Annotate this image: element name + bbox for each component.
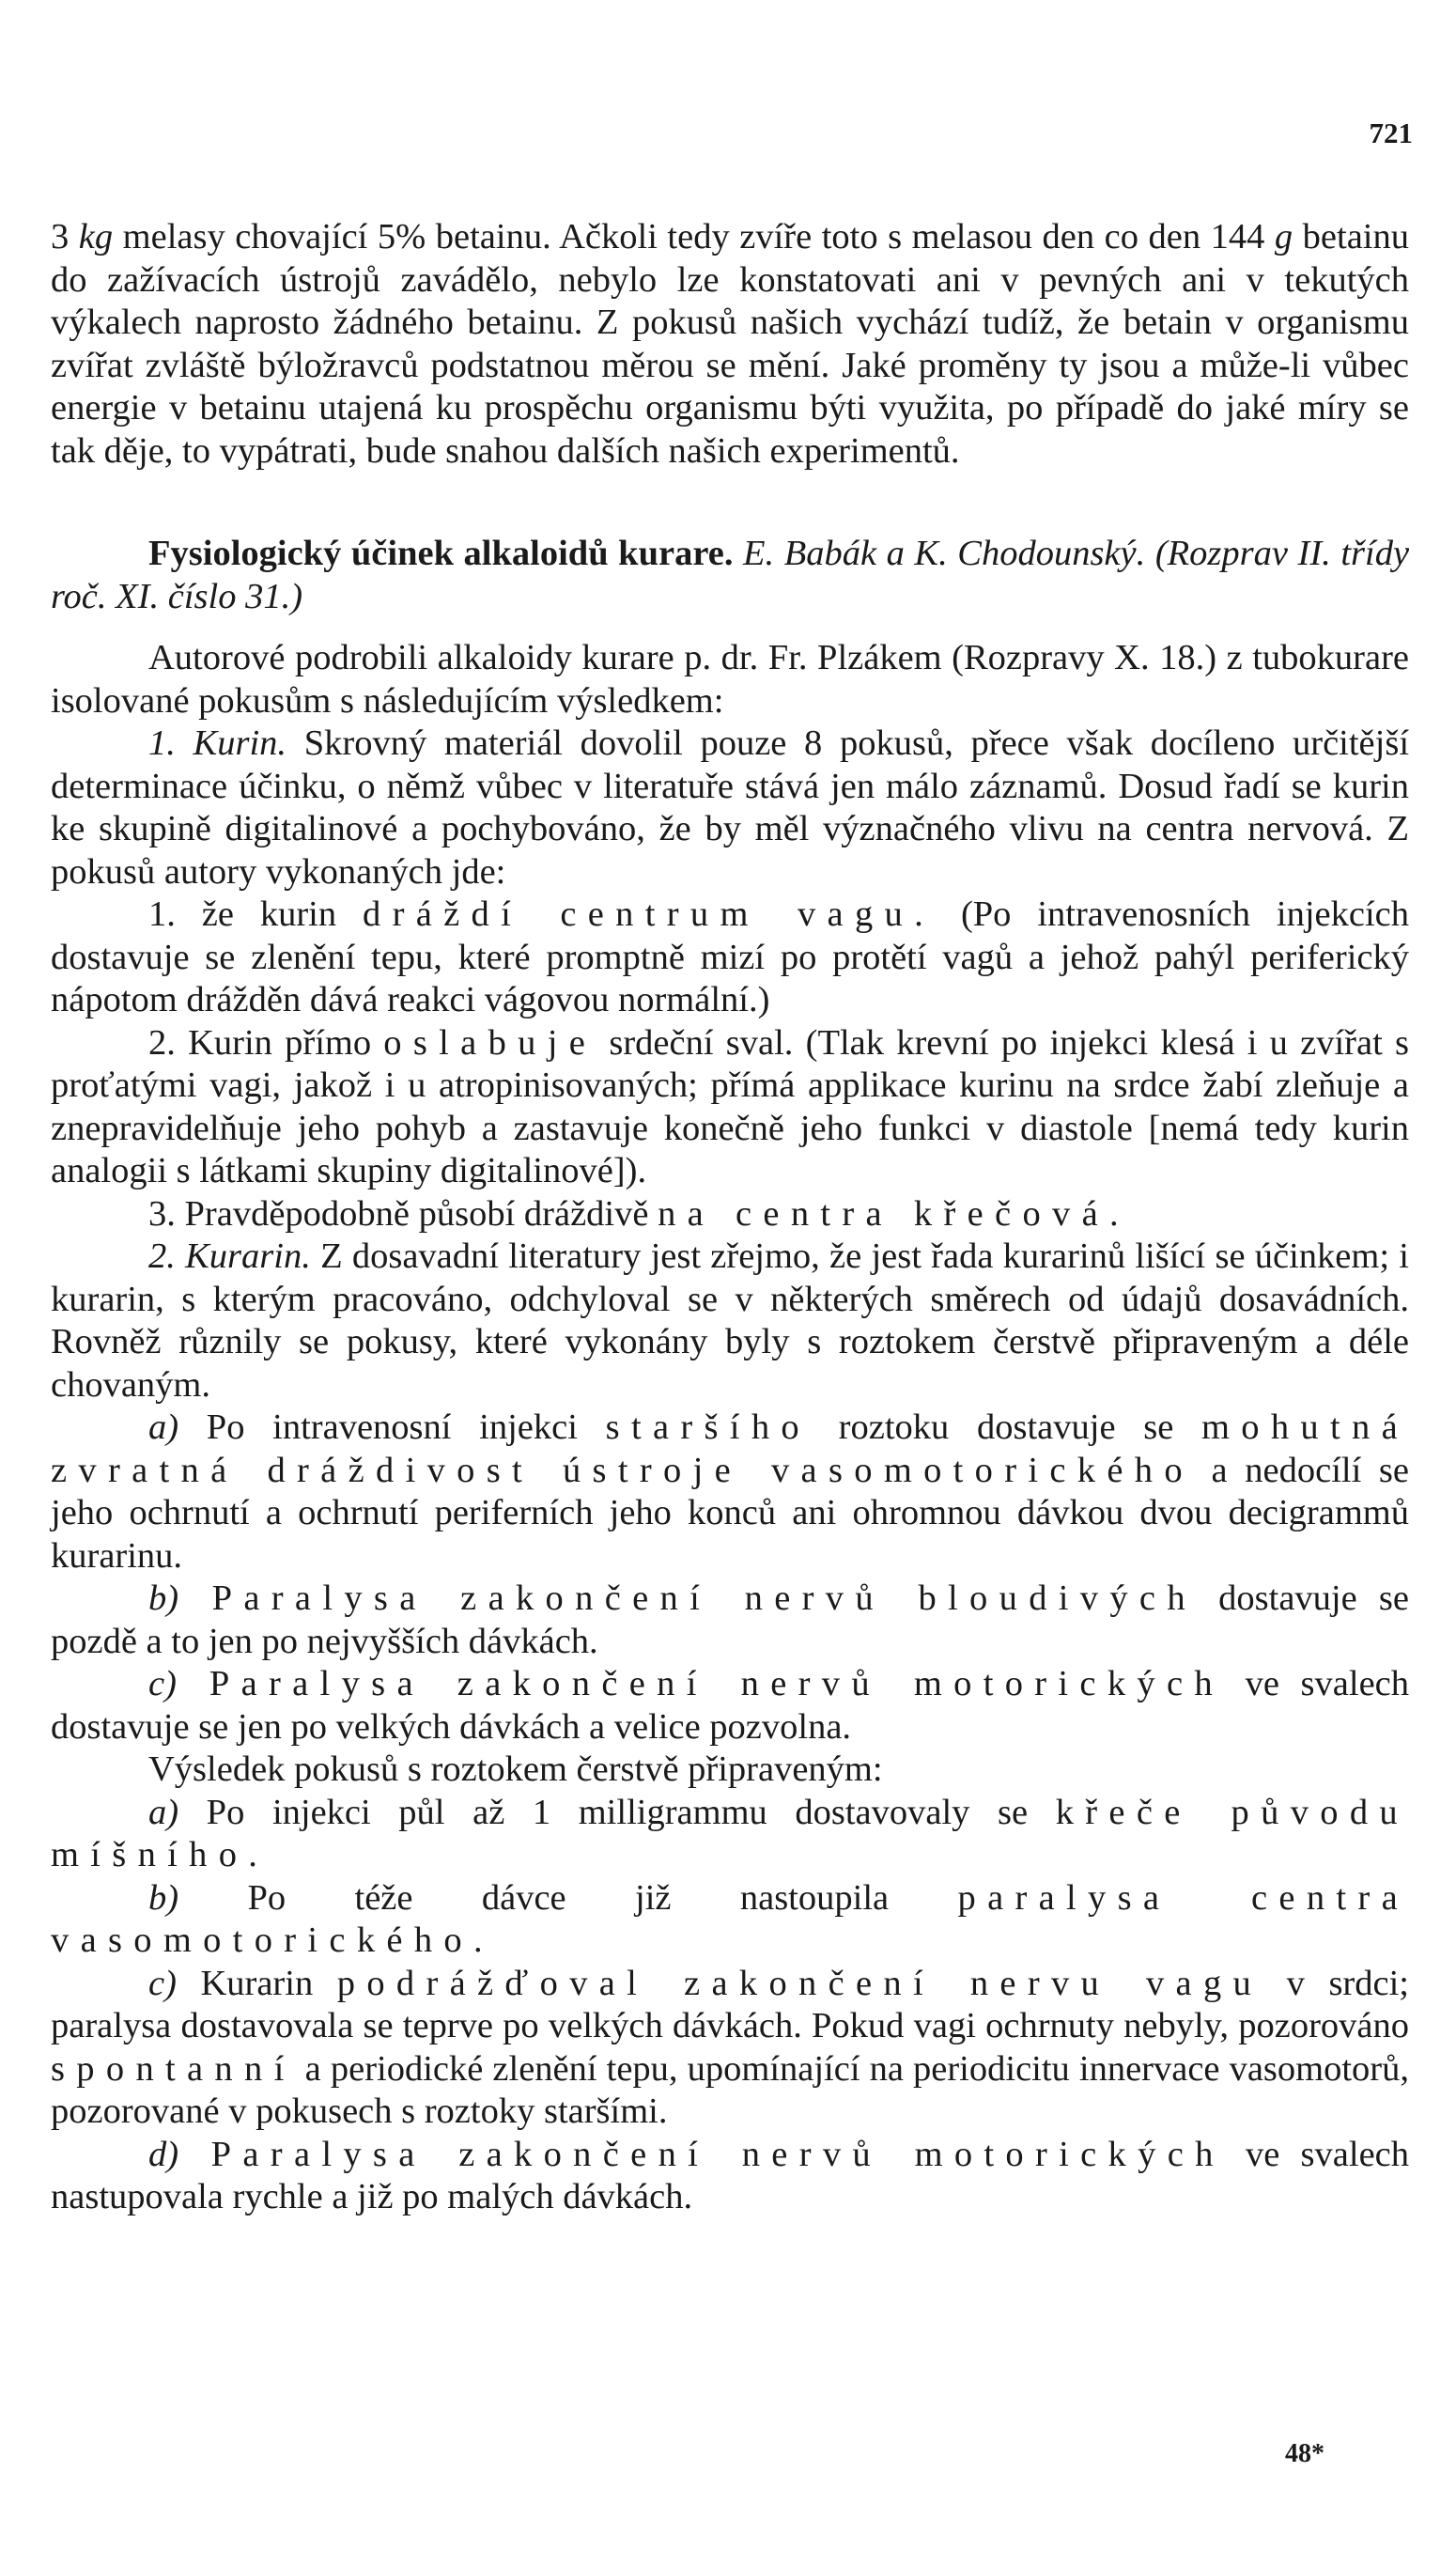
section-authors: E. Babák a K. Chodounský.: [743, 534, 1146, 573]
point-text: (Po intravenosních injekcích dostavuje se zlenění tepu, které promptně mizí po protětí vagů a jehož pahýl periferický nápotom drážděn dává reakci vágovou normální.): [51, 894, 1409, 1019]
point-text: v srdci; paralysa dostavovala se teprve po velkých dávkách. Pokud vagi ochrnuty nebyly, pozorováno: [51, 1963, 1409, 2045]
kurin-paragraph: [51, 723, 1409, 894]
spaced-emphasis: oslabuje: [383, 1022, 597, 1063]
body-text: [51, 216, 1409, 2219]
spaced-emphasis: spontanní: [51, 2048, 296, 2089]
spaced-emphasis: staršího: [605, 1407, 811, 1447]
kurin-point-2: [51, 1022, 1409, 1193]
page-number: 721: [1369, 117, 1413, 149]
spaced-emphasis: Paralysa zakončení nervů bloudivých: [178, 1578, 1197, 1618]
kurarin-paragraph: [51, 1236, 1409, 1407]
kurin-label: 1. Kurin.: [148, 723, 287, 763]
item-label: b): [148, 1578, 179, 1618]
kurin-text: Skrovný materiál dovolil pouze 8 pokusů, přece však docíleno určitější determinace účinku, o němž vůbec v literatuře stává jen málo záznamů. Dosud řadí se kurin ke skupině digitalinové a pochybováno, že by měl význačného vlivu na centra nervová. Z pokusů autory vykonaných jde:: [51, 723, 1410, 892]
item-label: d): [148, 2134, 179, 2174]
spaced-emphasis: paralysa centra vasomotorického.: [51, 1877, 1409, 1960]
spaced-emphasis: mohutná zvratná dráždivost ústroje vasomotorického: [51, 1407, 1409, 1490]
intro-paragraph: [51, 216, 1409, 473]
kurarin-point-c: [51, 1663, 1409, 1749]
section-title: Fysiologický účinek alkaloidů kurare.: [148, 534, 734, 573]
point-text: roztoku dostavuje se: [810, 1407, 1202, 1447]
item-label: a): [148, 1792, 179, 1832]
kurarin-point-b: [51, 1578, 1409, 1663]
fresh-point-c: [51, 1963, 1409, 2134]
point-text: ve svalech nastupovala rychle a již po malých dávkách.: [51, 2134, 1409, 2216]
fresh-point-d: [51, 2134, 1409, 2219]
unit-g: g: [1274, 217, 1293, 257]
point-text: Kurarin: [176, 1963, 337, 2003]
item-label: c): [148, 1664, 177, 1703]
spaced-emphasis: Paralysa zakončení nervů motorických: [176, 1664, 1224, 1703]
point-text: Po injekci půl až 1 milligrammu dostavovaly se: [178, 1792, 1056, 1832]
point-text: 3. Pravděpodobně působí dráždivě: [148, 1193, 658, 1234]
intro-text: betainu do zažívacích ústrojů zavádělo, nebylo lze konstatovati ani v pevných ani v tekutých výkalech naprosto žádného betainu. Z pokusů našich vychází tudíž, že betain v organismu zvířat zvláště býložravců podstatnou měrou se mění. Jaké proměny ty jsou a může-li vůbec energie v betainu utajená ku prospěchu organismu býti využita, po případě do jaké míry se tak děje, to vypátrati, bude snahou dalších našich experimentů.: [51, 217, 1409, 471]
point-text: ve svalech dostavuje se jen po velkých dávkách a velice pozvolna.: [51, 1664, 1409, 1747]
point-text: dostavuje se pozdě a to jen po nejvyšších dávkách.: [51, 1578, 1409, 1661]
point-text: Po téže dávce již nastoupila: [178, 1877, 958, 1918]
kurin-point-3: [51, 1193, 1409, 1236]
fresh-point-a: [51, 1792, 1409, 1877]
section-source: (Rozprav II. třídy roč. XI. číslo 31.): [51, 534, 1410, 616]
spaced-emphasis: na centra křečová.: [658, 1193, 1130, 1234]
fresh-solution-intro: Výsledek pokusů s roztokem čerstvě připraveným:: [148, 1749, 883, 1789]
item-label: a): [148, 1407, 179, 1447]
fresh-point-b: [51, 1877, 1409, 1963]
intro-text: 3: [51, 217, 79, 257]
point-text: a nedocílí se jeho ochrnutí a ochrnutí periferních jeho konců ani ohromnou dávkou dvou decigrammů kurarinu.: [51, 1450, 1409, 1576]
intro-text: melasy chovající 5% betainu. Ačkoli tedy zvíře toto s melasou den co den 144: [113, 217, 1275, 257]
point-text: a periodické zlenění tepu, upomínající na periodicitu innervace vasomotorů, pozorované v pokusech s roztoky staršími.: [51, 2048, 1409, 2131]
section-intro: Autorové podrobili alkaloidy kurare p. dr. Fr. Plzákem (Rozpravy X. 18.) z tubokurare isolované pokusům s následujícím výsledkem:: [51, 638, 1409, 721]
point-text: 1. že kurin: [148, 894, 364, 934]
section-heading: [51, 533, 1409, 618]
point-text: Po intravenosní injekci: [178, 1407, 606, 1447]
spaced-emphasis: podrážďoval zakončení nervu vagu: [336, 1963, 1263, 2003]
item-label: b): [148, 1877, 179, 1918]
point-text: srdeční sval. (Tlak krevní po injekci klesá i u zvířat s proťatými vagi, jakož i u atropinisovaných; přímá applikace kurinu na srdce žabí zleňuje a znepravidelňuje jeho pohyb a zastavuje konečně jeho funkci v diastole [nemá tedy kurin analogii s látkami skupiny digitalinové]).: [51, 1022, 1409, 1190]
kurin-point-1: [51, 894, 1409, 1022]
kurarin-label: 2. Kurarin.: [148, 1236, 311, 1276]
point-text: 2. Kurin přímo: [148, 1022, 384, 1063]
kurarin-point-a: [51, 1407, 1409, 1578]
unit-kg: kg: [78, 217, 114, 257]
spaced-emphasis: křeče původu míšního.: [51, 1792, 1409, 1874]
spaced-emphasis: Paralysa zakončení nervů motorických: [178, 2134, 1225, 2174]
item-label: c): [148, 1963, 177, 2003]
kurarin-text: Z dosavadní literatury jest zřejmo, že jest řada kurarinů lišící se účinkem; i kurarin, s kterým pracováno, odchyloval se v některých směrech od údajů dosavádních. Rovněž různily se pokusy, které vykonány byly s roztokem čerstvě připraveným a déle chovaným.: [51, 1236, 1409, 1405]
printer-signature: 48*: [1285, 2439, 1324, 2468]
spaced-emphasis: dráždí centrum vagu.: [363, 894, 936, 934]
